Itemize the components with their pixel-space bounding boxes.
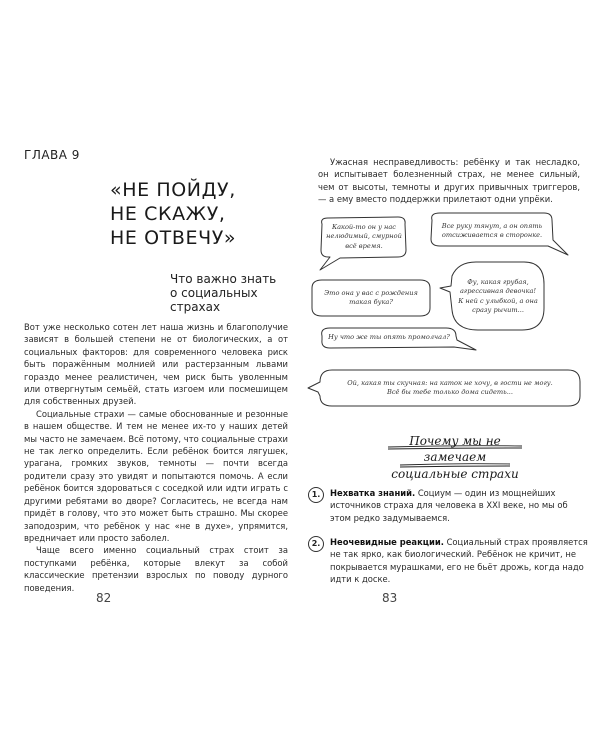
bubble-text: Все руку тянут, а он опять отсиживается в сторонке. (441, 222, 543, 240)
bubble-text: Ну что же ты опять промолчал? (328, 333, 450, 341)
list-item-term: Неочевидные реакции. (330, 537, 444, 547)
chapter-title (110, 178, 290, 250)
paragraph: Ужасная несправедливость: ребёнку и так несладко, он испытывает болезненный страх, не менее сильный, чем от высоты, темноты и других привычных триггеров, — а ему вместо поддержки прилетают одни упрёки. (318, 157, 580, 205)
chapter-title-line: НЕ СКАЖУ, (110, 203, 226, 225)
chapter-label: ГЛАВА 9 (24, 148, 80, 162)
list-item-body: Социальный страх проявляется не так ярко, как биологический. Ребёнок не кричит, не покрывается мурашками, его не бьёт дрожь, когда надо идти к доске. (330, 537, 588, 585)
section-heading-line: страхах (170, 300, 221, 314)
why-heading-line: Почему мы не замечаем (409, 434, 501, 464)
right-intro-text (318, 156, 580, 206)
section-heading (170, 272, 295, 314)
list-item-text (330, 487, 588, 524)
section-heading-line: Что важно знать (170, 272, 277, 286)
chapter-title-line: «НЕ ПОЙДУ, (110, 179, 236, 201)
left-body-text (24, 321, 288, 594)
paragraph: Вот уже несколько сотен лет наша жизнь и благополучие зависят в большей степени не от биологических, а от социальных факторов: для современного человека риск быть поражённым молнией или растерзанным львами гораздо менее реалистичен, чем риск быть уволенным или отвергнутым семьёй, стать изгоем или посмешищем для собственных друзей. (24, 322, 288, 407)
page-number-right: 83 (382, 591, 398, 605)
bubble-text: Это она у вас с рождения такая бука? (324, 289, 418, 307)
list-item-text (330, 536, 588, 586)
bubble-text: Ой, какая ты скучная: на каток не хочу, в гости не могу. Всё бы тебе только дома сидеть... (347, 379, 553, 397)
why-heading (380, 433, 530, 483)
right-page (300, 0, 600, 750)
section-heading-line: о социальных (170, 286, 258, 300)
number-badge: 1. (308, 487, 324, 503)
why-heading-line: социальные страхи (391, 467, 519, 481)
bubble-text: Фу, какая грубая, агрессивная девочка! К ней с улыбкой, а она сразу рычит... (458, 278, 538, 315)
paragraph: Чаще всего именно социальный страх стоит за поступками ребёнка, которые влекут за собой классические претензии взрослых по поводу дурного поведения. (24, 545, 288, 593)
number-badge: 2. (308, 536, 324, 552)
paragraph: Социальные страхи — самые обоснованные и резонные в нашем обществе. И тем не менее их-то у наших детей мы часто не замечаем. Всё потому, что социальные страхи не так легко определить. Если ребёнок боится лягушек, урагана, громких звуков, темноты — почти всегда родители сразу это увидят и попытаются помочь. А если ребёнок боится здороваться с соседкой или идти играть с другими ребятами во дворе? Согласитесь, не всегда нам придёт в голову, что это может быть страшно. Мы скорее заподозрим, что ребёнок у нас «не в духе», упрямится, вредничает или просто заболел. (24, 408, 288, 543)
chapter-title-line: НЕ ОТВЕЧУ» (110, 227, 237, 249)
page-number-left: 82 (96, 591, 112, 605)
list-item-term: Нехватка знаний. (330, 488, 416, 498)
bubble-text: Какой-то он у нас нелюдимый, смурной всё время. (326, 223, 402, 250)
speech-bubbles-illustration (300, 200, 600, 410)
list-item-body: Социум — один из мощнейших источников страха для человека в XXI веке, но мы об этом редко задумываемся. (330, 488, 568, 523)
